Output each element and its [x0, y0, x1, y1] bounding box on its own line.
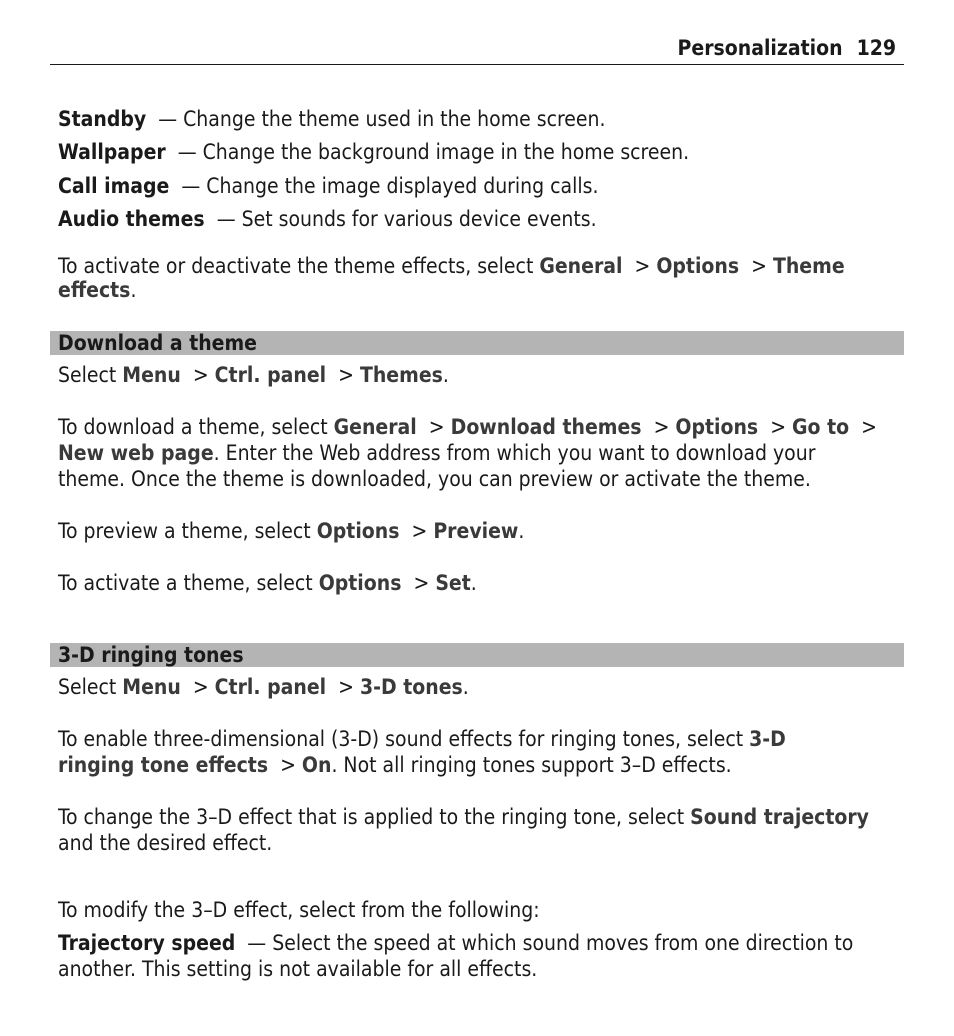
section-title: Personalization: [677, 36, 843, 60]
menu-download-themes: Download themes: [450, 415, 642, 439]
page-number: 129: [856, 36, 896, 60]
arrow: >: [751, 254, 767, 278]
text: Select: [58, 675, 123, 699]
menu-sound-trajectory: Sound trajectory: [690, 805, 869, 829]
arrow: >: [338, 675, 354, 699]
section-title: 3-D ringing tones: [58, 643, 244, 667]
text: Select: [58, 363, 123, 387]
arrow: >: [653, 415, 670, 439]
text: .: [470, 571, 477, 595]
s1-download-line-1: [58, 414, 904, 440]
arrow: >: [770, 415, 787, 439]
text: .: [442, 363, 449, 387]
s1-activate: [58, 570, 904, 596]
def-term: Standby: [58, 107, 147, 131]
menu-go-to: Go to: [792, 415, 850, 439]
text: theme. Once the theme is downloaded, you can preview or activate the theme.: [58, 467, 811, 491]
menu-theme-effects: Theme: [772, 254, 845, 278]
arrow: >: [634, 254, 651, 278]
menu-options: Options: [316, 519, 400, 543]
s1-preview: [58, 518, 904, 544]
text: .: [462, 675, 469, 699]
s2-select-path: [58, 674, 904, 700]
menu-options: Options: [675, 415, 759, 439]
def-desc: another. This setting is not available for all effects.: [58, 957, 538, 981]
menu-3d-tones: 3-D tones: [359, 675, 463, 699]
running-header: [678, 36, 896, 60]
text: To enable three-dimensional (3-D) sound effects for ringing tones, select: [58, 727, 750, 751]
def-desc: — Set sounds for various device events.: [216, 207, 597, 231]
def-term: Wallpaper: [58, 140, 166, 164]
section-heading-3d-ringing-tones: [50, 643, 904, 667]
menu-options: Options: [656, 254, 740, 278]
section-title: Download a theme: [58, 331, 257, 355]
def-desc: — Change the background image in the home screen.: [177, 140, 690, 164]
def-trajectory-speed-line-1: [58, 930, 904, 956]
text: To change the 3–D effect that is applied to the ringing tone, select: [58, 805, 691, 829]
text: .: [130, 278, 137, 302]
menu-on: On: [301, 753, 332, 777]
menu-ctrl-panel: Ctrl. panel: [214, 363, 327, 387]
text: To activate or deactivate the theme effects, select: [58, 254, 540, 278]
def-standby: [58, 106, 904, 132]
arrow: >: [413, 571, 430, 595]
arrow: >: [280, 753, 296, 777]
def-wallpaper: [58, 139, 904, 165]
def-desc: — Change the theme used in the home screen.: [158, 107, 606, 131]
text: To modify the 3–D effect, select from the following:: [58, 898, 540, 922]
arrow: >: [338, 363, 354, 387]
menu-3d-ringing-tone-effects: 3-D: [749, 727, 786, 751]
menu-menu: Menu: [122, 675, 181, 699]
menu-general: General: [333, 415, 417, 439]
menu-3d-ringing-tone-effects: ringing tone effects: [58, 753, 269, 777]
arrow: >: [192, 675, 209, 699]
s2-trajectory-line-2: [58, 830, 904, 856]
menu-general: General: [539, 254, 623, 278]
menu-new-web-page: New web page: [58, 441, 214, 465]
effects-line-2: [58, 277, 904, 303]
header-rule: [50, 64, 904, 65]
text: . Not all ringing tones support 3–D effects.: [331, 753, 732, 777]
s1-download-line-3: [58, 466, 904, 492]
text: . Enter the Web address from which you want to download your: [213, 441, 816, 465]
text: .: [518, 519, 525, 543]
section-heading-download-theme: [50, 331, 904, 355]
arrow: >: [428, 415, 445, 439]
text: To activate a theme, select: [58, 571, 319, 595]
menu-theme-effects: effects: [58, 278, 131, 302]
arrow: >: [411, 519, 428, 543]
menu-options: Options: [318, 571, 402, 595]
s2-enable-line-2: [58, 752, 904, 778]
def-trajectory-speed-line-2: [58, 956, 904, 982]
s2-modify: [58, 897, 904, 923]
menu-ctrl-panel: Ctrl. panel: [214, 675, 327, 699]
def-audio-themes: [58, 206, 904, 232]
s2-trajectory-line-1: [58, 804, 904, 830]
menu-themes: Themes: [359, 363, 443, 387]
def-term: Call image: [58, 174, 170, 198]
text: and the desired effect.: [58, 831, 273, 855]
menu-preview: Preview: [433, 519, 519, 543]
def-desc: — Change the image displayed during calls.: [181, 174, 599, 198]
def-call-image: [58, 173, 904, 199]
text: To download a theme, select: [58, 415, 334, 439]
menu-set: Set: [435, 571, 471, 595]
text: To preview a theme, select: [58, 519, 317, 543]
def-term: Audio themes: [58, 207, 205, 231]
def-term: Trajectory speed: [58, 931, 236, 955]
effects-line-1: [58, 253, 904, 279]
menu-menu: Menu: [122, 363, 181, 387]
s2-enable-line-1: [58, 726, 904, 752]
arrow: >: [192, 363, 209, 387]
arrow: >: [861, 415, 877, 439]
s1-select-path: [58, 362, 904, 388]
def-desc: — Select the speed at which sound moves from one direction to: [241, 931, 854, 955]
s1-download-line-2: [58, 440, 904, 466]
